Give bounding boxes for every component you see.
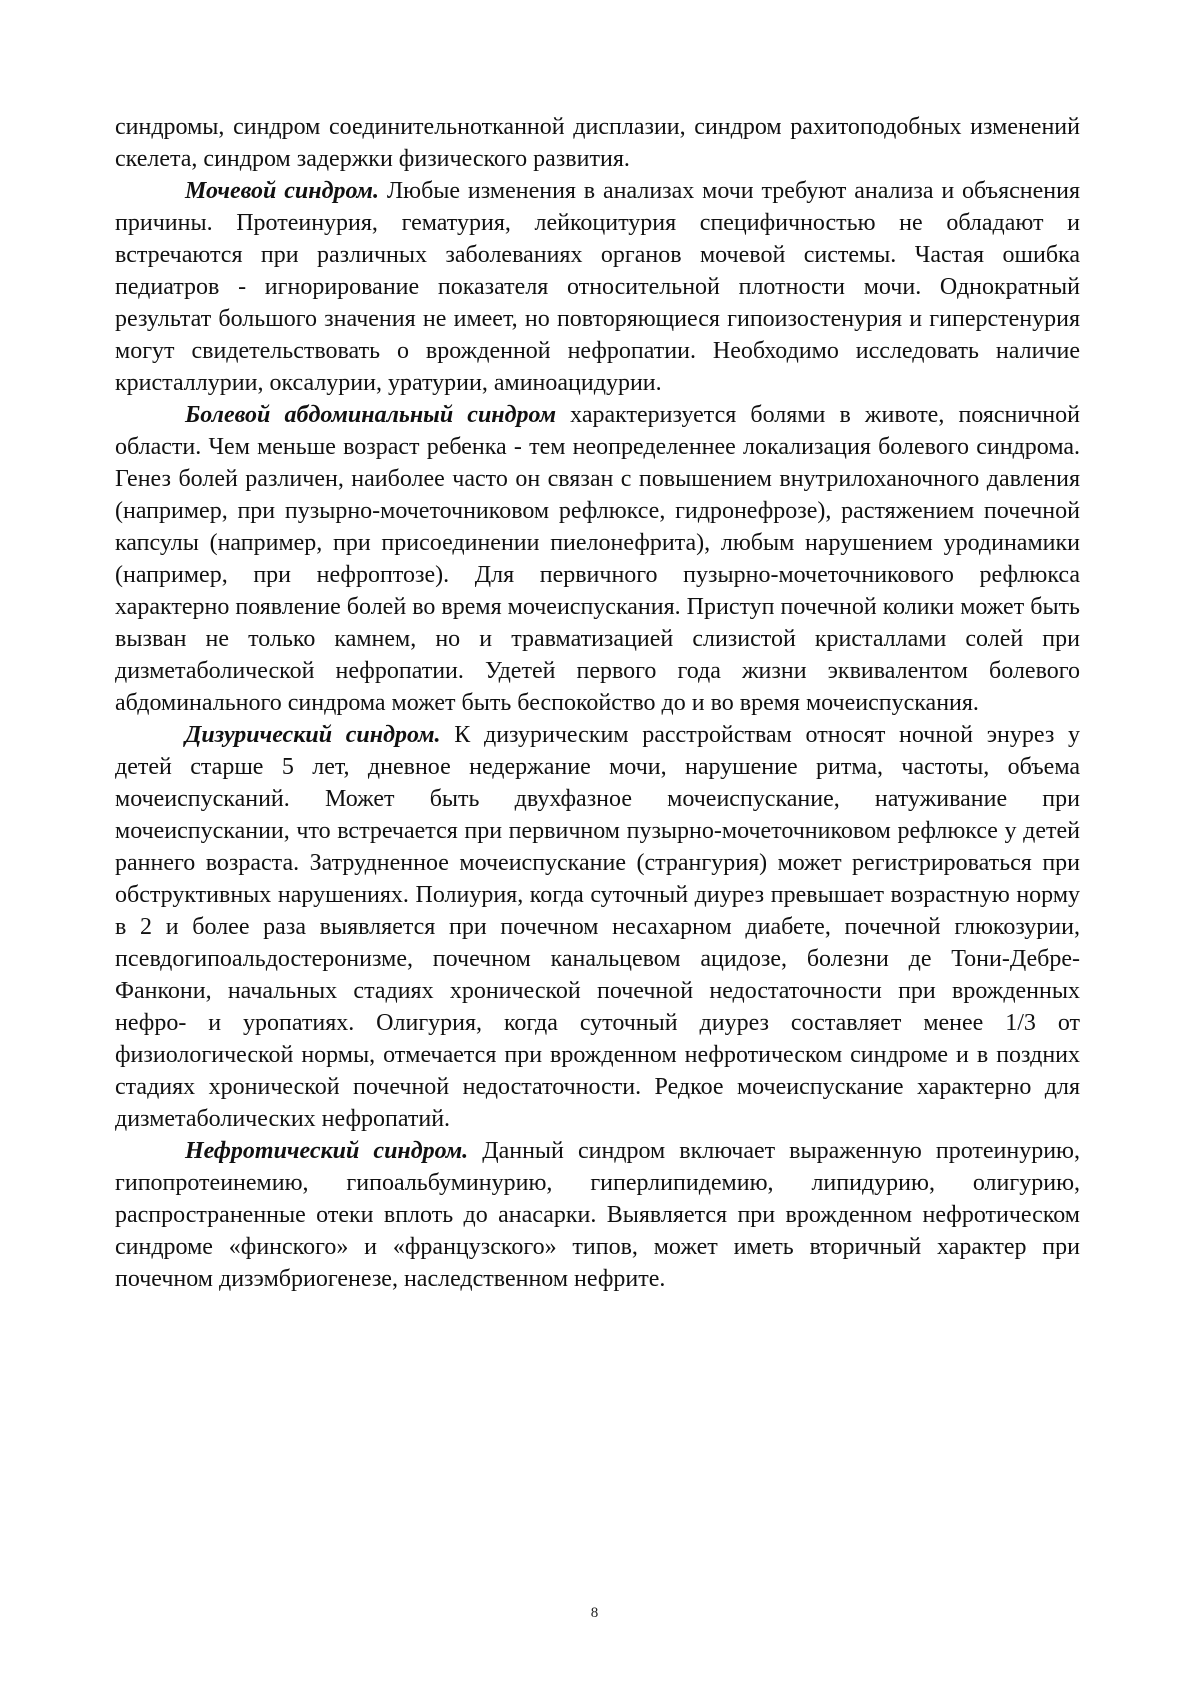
section-text: характеризуется болями в животе, поясничной области. Чем меньше возраст ребенка - тем неопределеннее локализация болевого синдрома. Генез болей различен, наиболее часто он связан с повышением внутрилоханочного давления (например, при пузырно-мочеточниковом рефлюксе, гидронефрозе), растяжением почечной капсулы (например, при присоединении пиелонефрита), любым нарушением уродинамики (например, при нефроптозе). Для первичного пузырно-мочеточникового рефлюкса характерно появление болей во время мочеиспускания. Приступ почечной колики может быть вызван не только камнем, но и травматизацией слизистой кристаллами солей при дизметаболической нефропатии. Удетей первого года жизни эквивалентом болевого абдоминального синдрома может быть беспокойство до и во время мочеиспускания.	[115, 402, 1080, 716]
section-text: Данный синдром включает выраженную протеинурию, гипопротеинемию, гипоальбуминурию, гиперлипидемию, липидурию, олигурию, распространенные отеки вплоть до анасарки. Выявляется при врожденном нефротическом синдроме «финского» и «французского» типов, может иметь вторичный характер при почечном дизэмбриогенезе, наследственном нефрите.	[115, 1138, 1080, 1292]
section-nephrotic-syndrome	[115, 1135, 1080, 1295]
section-heading: Дизурический синдром.	[185, 722, 441, 748]
section-heading: Мочевой синдром.	[185, 178, 379, 204]
section-abdominal-pain-syndrome	[115, 399, 1080, 719]
document-body	[115, 111, 1080, 1295]
section-dysuric-syndrome	[115, 719, 1080, 1135]
section-text: К дизурическим расстройствам относят ночной энурез у детей старше 5 лет, дневное недержание мочи, нарушение ритма, частоты, объема мочеиспусканий. Может быть двухфазное мочеиспускание, натуживание при мочеиспускании, что встречается при первичном пузырно-мочеточниковом рефлюксе у детей раннего возраста. Затрудненное мочеиспускание (странгурия) может регистрироваться при обструктивных нарушениях. Полиурия, когда суточный диурез превышает возрастную норму в 2 и более раза выявляется при почечном несахарном диабете, почечной глюкозурии, псевдогипоальдостеронизме, почечном канальцевом ацидозе, болезни де Тони-Дебре-Фанкони, начальных стадиях хронической почечной недостаточности при врожденных нефро- и уропатиях. Олигурия, когда суточный диурез составляет менее 1/3 от физиологической нормы, отмечается при врожденном нефротическом синдроме и в поздних стадиях хронической почечной недостаточности. Редкое мочеиспускание характерно для дизметаболических нефропатий.	[115, 722, 1081, 1132]
page-number: 8	[590, 1605, 599, 1621]
section-heading: Болевой абдоминальный синдром	[185, 402, 557, 428]
section-text: Любые изменения в анализах мочи требуют анализа и объяснения причины. Протеинурия, гематурия, лейкоцитурия специфичностью не обладают и встречаются при различных заболеваниях органов мочевой системы. Частая ошибка педиатров - игнорирование показателя относительной плотности мочи. Однократный результат большого значения не имеет, но повторяющиеся гипоизостенурия и гиперстенурия могут свидетельствовать о врожденной нефропатии. Необходимо исследовать наличие кристаллурии, оксалурии, уратурии, аминоацидурии.	[115, 178, 1080, 396]
section-heading: Нефротический синдром.	[185, 1138, 469, 1164]
continuation-paragraph: синдромы, синдром соединительнотканной дисплазии, синдром рахитоподобных изменений скелета, синдром задержки физического развития.	[115, 114, 1080, 172]
section-urinary-syndrome	[115, 175, 1080, 399]
